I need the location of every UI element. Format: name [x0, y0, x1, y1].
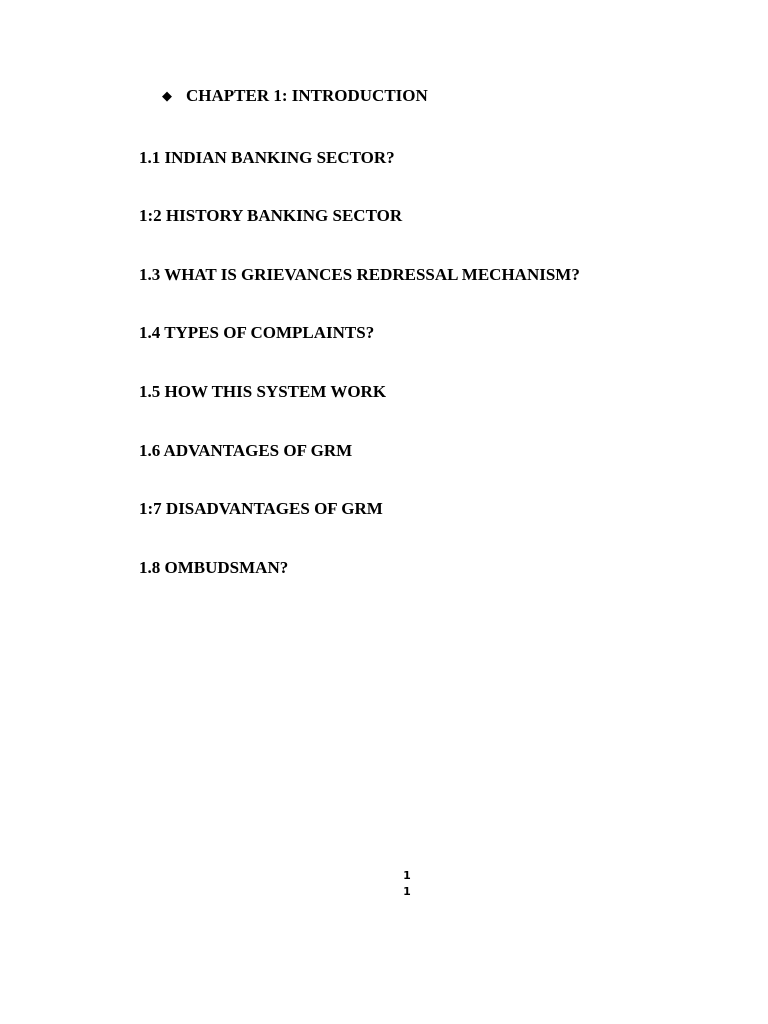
chapter-heading	[162, 86, 428, 106]
toc-item-1-3: 1.3 WHAT IS GRIEVANCES REDRESSAL MECHANISM?	[139, 265, 580, 284]
chapter-title: CHAPTER 1: INTRODUCTION	[186, 86, 428, 105]
toc-item-1-7: 1:7 DISADVANTAGES OF GRM	[139, 499, 383, 518]
toc-item-1-2: 1:2 HISTORY BANKING SECTOR	[139, 206, 403, 225]
toc-item-1-1: 1.1 INDIAN BANKING SECTOR?	[139, 148, 395, 167]
toc-item-1-6: 1.6 ADVANTAGES OF GRM	[139, 441, 353, 460]
toc-item-1-5: 1.5 HOW THIS SYSTEM WORK	[139, 382, 387, 401]
diamond-bullet-icon: ◆	[162, 88, 172, 103]
page-number-line-2: 1	[403, 885, 411, 898]
page-number	[400, 868, 414, 900]
page-number-line-1: 1	[403, 869, 411, 882]
toc-item-1-8: 1.8 OMBUDSMAN?	[139, 558, 289, 577]
toc-item-1-4: 1.4 TYPES OF COMPLAINTS?	[139, 323, 375, 342]
